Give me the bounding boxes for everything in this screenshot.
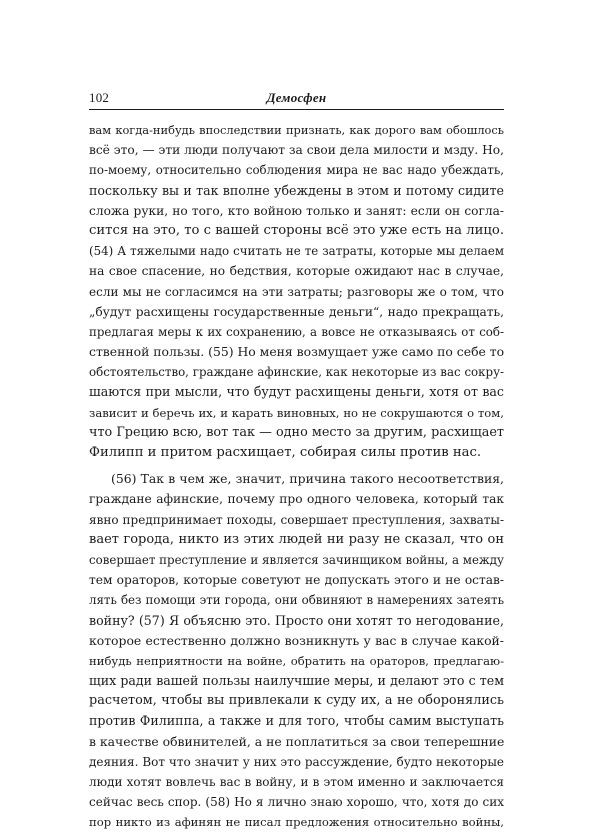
text-line: на свое спасение, но бедствия, которые ожидают нас в случае, (89, 264, 504, 279)
body-text (89, 120, 504, 833)
paragraph (89, 120, 504, 463)
text-line: деяния. Вот что значит у них это рассуждение, будто некоторые (89, 754, 504, 769)
text-line: против Филиппа, а также и для того, чтобы самим выступать (89, 713, 504, 729)
text-line: (54) А тяжелыми надо считать не те затраты, которые мы делаем (89, 244, 504, 259)
text-line: тем ораторов, которые советуют не допускать этого и не остав- (89, 573, 504, 588)
text-line: сейчас весь спор. (58) Но я лично знаю хорошо, что, хотя до сих (89, 795, 504, 810)
text-line: сложа руки, но того, кто войною только и занят: если он согла- (89, 203, 504, 218)
text-line: поскольку вы и так вполне убеждены в этом и потому сидите (89, 182, 504, 198)
text-line: люди хотят вовлечь вас в войну, и в этом именно и заключается (89, 775, 504, 789)
text-line: совершает преступление и является зачинщиком войны, а между (89, 552, 504, 567)
paragraph (89, 469, 504, 832)
text-line: ственной пользы. (55) Но меня возмущает уже само по себе то (89, 344, 504, 360)
text-line: войну? (57) Я объясню это. Просто они хотят то негодование, (89, 612, 504, 628)
text-line: „будут расхищены государственные деньги“, надо прекращать, (89, 304, 504, 319)
text-line: по-моему, относительно соблюдения мира не вас надо убеждать, (89, 163, 504, 178)
text-line: граждане афинские, почему про одного человека, который так (89, 492, 504, 507)
text-line: (56) Так в чем же, значит, причина такого несоответствия, (111, 471, 504, 487)
header-rule (89, 109, 504, 110)
page-number: 102 (89, 90, 110, 105)
page-header (89, 88, 504, 110)
text-line: вам когда-нибудь впоследствии признать, как дорого вам обошлось (89, 123, 504, 137)
text-line: вает города, никто из этих людей ни разу не сказал, что он (89, 531, 504, 547)
text-line: которое естественно должно возникнуть у вас в случае какой- (89, 632, 504, 648)
text-line: лять без помощи эти города, они обвиняют в намерениях затеять (89, 593, 504, 608)
text-line: что Грецию всю, вот так — одно место за другим, расхищает (89, 424, 504, 440)
text-line: предлагая меры к их сохранению, а вовсе не отказываясь от соб- (89, 324, 504, 339)
text-line: явно предпринимает походы, совершает преступления, захваты- (89, 512, 504, 527)
text-line: в качестве обвинителей, а не поплатиться за свои теперешние (89, 733, 504, 749)
text-line: сится на это, то с вашей стороны всё это уже есть на лицо. (89, 222, 504, 238)
text-line: нибудь неприятности на войне, обратить на ораторов, предлагаю- (89, 653, 504, 668)
text-line: щих ради вашей пользы наилучшие меры, и делают это с тем (89, 673, 504, 689)
text-line: зависит и беречь их, и карать виновных, но не сокрушаются о том, (89, 405, 504, 420)
text-line: всё это, — эти люди получают за свои дела милости и мзду. Но, (89, 143, 504, 158)
running-title: Демосфен (266, 90, 327, 105)
text-line: обстоятельство, граждане афинские, как некоторые из вас сокру- (89, 365, 504, 380)
text-line: если мы не согласимся на эти затраты; разговоры же о том, что (89, 284, 504, 299)
text-line: расчетом, чтобы вы привлекали к суду их, а не оборонялись (89, 693, 504, 709)
text-line: Филипп и притом расхищает, собирая силы против нас. (89, 445, 482, 460)
text-line: пор никто из афинян не писал предложения относительно войны, (89, 815, 504, 830)
text-line: шаются при мысли, что будут расхищены деньги, хотя от вас (89, 384, 504, 400)
